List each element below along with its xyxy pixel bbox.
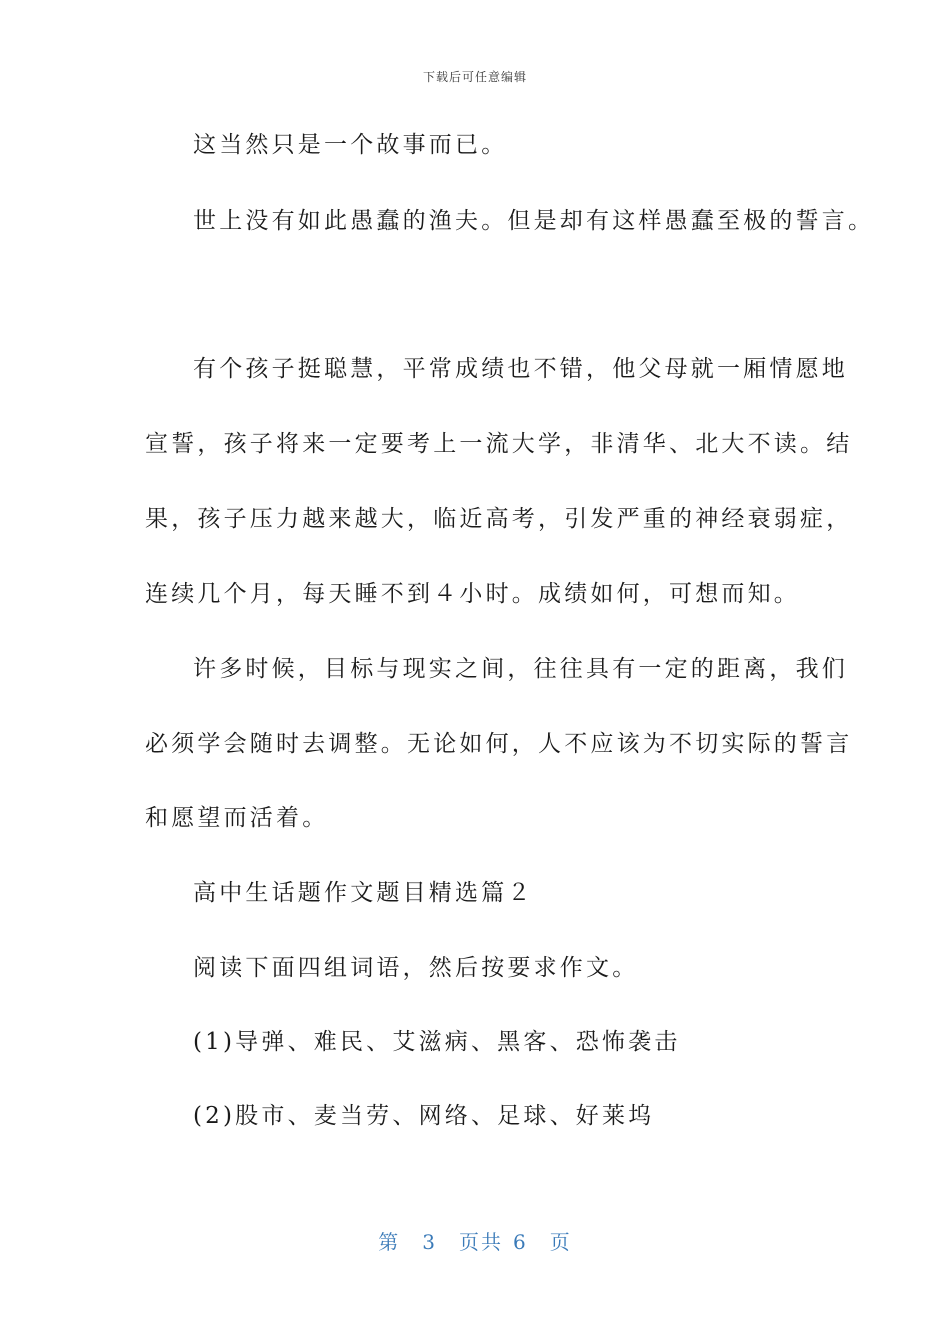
paragraph-line: 宣誓，孩子将来一定要考上一流大学，非清华、北大不读。结 (145, 431, 853, 457)
footer-prefix: 第 (378, 1230, 401, 1254)
paragraph-line: 阅读下面四组词语，然后按要求作文。 (193, 955, 639, 981)
list-item: (1)导弹、难民、艾滋病、黑客、恐怖袭击 (193, 1029, 681, 1055)
list-item: (2)股市、麦当劳、网络、足球、好莱坞 (193, 1103, 655, 1129)
paragraph-line: 和愿望而活着。 (145, 805, 329, 831)
page-footer (0, 1226, 950, 1255)
section-heading: 高中生话题作文题目精选篇２ (193, 880, 534, 906)
footer-suffix: 页 (549, 1230, 572, 1254)
paragraph-line: 有个孩子挺聪慧，平常成绩也不错，他父母就一厢情愿地 (193, 356, 848, 382)
page-header-note: 下载后可任意编辑 (422, 70, 527, 84)
footer-middle: 页共 (459, 1230, 503, 1254)
paragraph-line: 连续几个月，每天睡不到４小时。成绩如何，可想而知。 (145, 581, 800, 607)
paragraph-line: 必须学会随时去调整。无论如何，人不应该为不切实际的誓言 (145, 731, 853, 757)
paragraph-line: 许多时候，目标与现实之间，往往具有一定的距离，我们 (193, 656, 848, 682)
footer-total-pages: 6 (513, 1230, 528, 1254)
paragraph-line: 这当然只是一个故事而已。 (193, 132, 508, 158)
footer-current-page: 3 (422, 1230, 437, 1254)
paragraph-line: 世上没有如此愚蠢的渔夫。但是却有这样愚蠢至极的誓言。 (193, 208, 875, 234)
paragraph-line: 果，孩子压力越来越大，临近高考，引发严重的神经衰弱症， (145, 506, 853, 532)
